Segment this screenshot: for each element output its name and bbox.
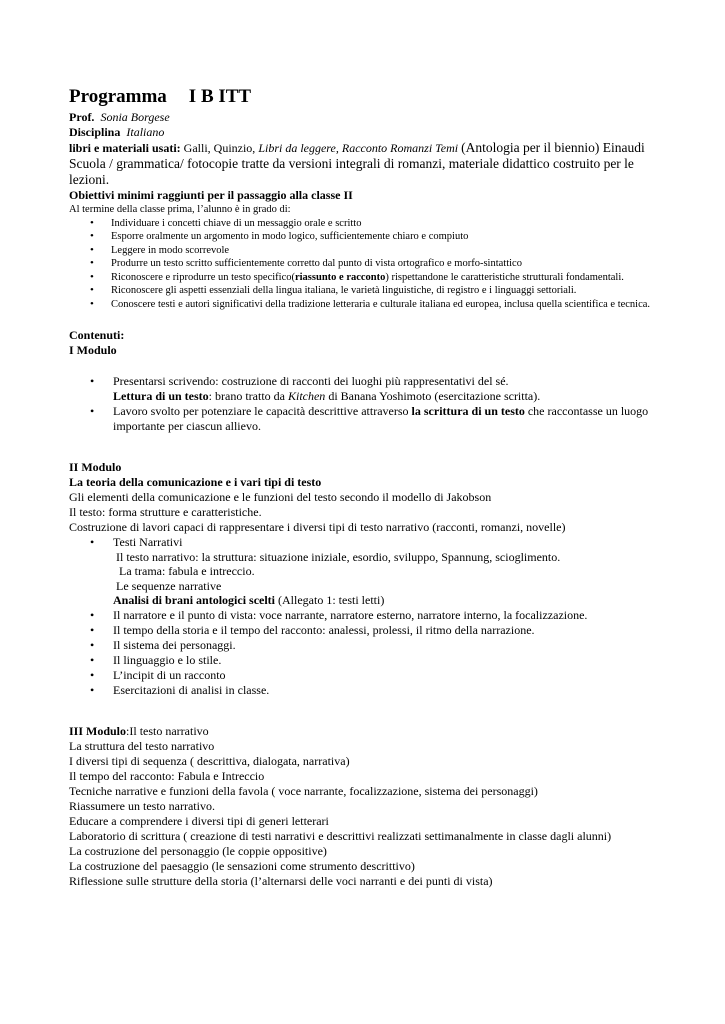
item-tail: ) rispettandone le caratteristiche strutturali fondamentali.: [385, 271, 624, 283]
item-text: Lavoro svolto per potenziare le capacità descrittive attraverso: [113, 403, 409, 418]
module-3-line: La costruzione del paesaggio (le sensazioni come strumento descrittivo): [69, 858, 415, 873]
module-1-list: [69, 374, 659, 434]
module-3-line: Educare a comprendere i diversi tipi di generi letterari: [69, 813, 329, 828]
module-3-line: Riflessione sulle strutture della storia (l’alternarsi delle voci narranti e dei punti di vista): [69, 873, 493, 888]
sub-bold: Analisi di brani antologici scelti: [113, 593, 276, 608]
document-page: [69, 86, 659, 889]
list-item: • Il tempo della storia e il tempo del racconto: analessi, prolessi, il ritmo della narrazione.: [69, 623, 659, 638]
list-item: [69, 404, 659, 434]
module-2-line: Gli elementi della comunicazione e le funzioni del testo secondo il modello di Jakobson: [69, 489, 492, 504]
module-3-line: Riassumere un testo narrativo.: [69, 798, 215, 813]
prof-line: [69, 110, 659, 125]
books-paragraph: [69, 140, 659, 188]
sub-line: Le sequenze narrative: [116, 578, 222, 593]
discipline-line: [69, 125, 659, 140]
list-item: [69, 271, 659, 285]
prof-label: Prof.: [69, 110, 95, 124]
sub-line: [69, 593, 659, 608]
list-item: • L’incipit di un racconto: [69, 668, 659, 683]
module-3-line: Tecniche narrative e funzioni della favola ( voce narrante, focalizzazione, sistema dei personaggi): [69, 783, 538, 798]
module-2-bullets: [69, 608, 659, 698]
books-authors: Galli, Quinzio,: [183, 141, 256, 155]
module-3-title-rest: :Il testo narrativo: [126, 723, 209, 738]
title-text: Programma: [69, 86, 167, 107]
module-3-line: La struttura del testo narrativo: [69, 738, 215, 753]
list-item: • Esporre oralmente un argomento in modo logico, sufficientemente chiaro e compiuto: [69, 230, 659, 244]
item-text: : brano tratto da: [208, 388, 285, 403]
list-item: • Individuare i concetti chiave di un messaggio orale e scritto: [69, 217, 659, 231]
module-3-line: Laboratorio di scrittura ( creazione di testi narrativi e descrittivi realizzati settimanalmente in classe dagli alunni): [69, 828, 612, 843]
sub-line: La trama: fabula e intreccio.: [119, 564, 255, 579]
list-item: • Riconoscere gli aspetti essenziali della lingua italiana, le varietà linguistiche, di registro e i linguaggi settoriali.: [69, 284, 659, 298]
sub-text: (Allegato 1: testi letti): [278, 593, 385, 608]
module-2-title: II Modulo: [69, 459, 122, 474]
module-2-line: Il testo: forma strutture e caratteristiche.: [69, 504, 262, 519]
item-bold: Lettura di un testo: [113, 388, 209, 403]
list-item: [69, 374, 659, 404]
sub-line: Il testo narrativo: la struttura: situazione iniziale, esordio, sviluppo, Spannung, scioglimento.: [116, 549, 561, 564]
module-3-line: Il tempo del racconto: Fabula e Intreccio: [69, 768, 265, 783]
item-bold: riassunto e racconto: [294, 271, 386, 283]
module-2-subtitle: La teoria della comunicazione e i vari tipi di testo: [69, 474, 322, 489]
module-3-line: I diversi tipi di sequenza ( descrittiva, dialogata, narrativa): [69, 753, 350, 768]
list-item: • Conoscere testi e autori significativi della tradizione letteraria e culturale italiana ed europea, inclusa quella scientifica e tecnica.: [69, 298, 659, 312]
books-label: libri e materiali usati:: [69, 141, 181, 155]
books-title: Libri da leggere, Racconto Romanzi Temi: [258, 141, 459, 155]
page-title: [69, 86, 659, 108]
list-item: • Esercitazioni di analisi in classe.: [69, 683, 659, 698]
item-text: di Banana Yoshimoto (esercitazione scritta).: [328, 388, 541, 403]
list-item: • Produrre un testo scritto sufficientemente corretto dal punto di vista ortografico e morfo-sintattico: [69, 257, 659, 271]
objectives-list: [69, 217, 659, 312]
discipline-label: Disciplina: [69, 125, 121, 139]
item-italic: Kitchen: [287, 388, 326, 403]
item-text: Riconoscere e riprodurre un testo specifico(: [111, 271, 295, 283]
list-item: • Testi Narrativi: [69, 535, 659, 550]
list-item: • Il narratore e il punto di vista: voce narrante, narratore esterno, narratore interno, la focalizzazione.: [69, 608, 659, 623]
prof-name: Sonia Borgese: [100, 110, 170, 124]
contents-heading: Contenuti:: [69, 327, 125, 342]
list-item: • Il linguaggio e lo stile.: [69, 653, 659, 668]
module-3-title: [69, 724, 659, 739]
discipline-name: Italiano: [126, 125, 165, 139]
item-text: che raccontasse un luogo importante per ciascun allievo.: [113, 403, 649, 433]
list-item: • Leggere in modo scorrevole: [69, 244, 659, 258]
item-bold: la scrittura di un testo: [411, 403, 525, 418]
module-1-title: I Modulo: [69, 342, 117, 357]
module-2-line: Costruzione di lavori capaci di rappresentare i diversi tipi di testo narrativo (racconti, romanzi, novelle): [69, 519, 566, 534]
module-3-line: La costruzione del personaggio (le coppie oppositive): [69, 843, 327, 858]
objectives-intro: Al termine della classe prima, l’alunno è in grado di:: [69, 204, 291, 215]
list-item: • Il sistema dei personaggi.: [69, 638, 659, 653]
objectives-heading: Obiettivi minimi raggiunti per il passaggio alla classe II: [69, 188, 353, 202]
module-3-title-bold: III Modulo: [69, 723, 127, 738]
item-text: Presentarsi scrivendo: costruzione di racconti dei luoghi più rappresentativi del sé.: [113, 373, 509, 388]
books-rest: (Antologia per il biennio) Einaudi Scuola / grammatica/ fotocopie tratte da versioni integrali di romanzi, materiale didattico costruito per le lezioni.: [69, 140, 645, 187]
module-2-list: [69, 535, 659, 550]
class-name: I B ITT: [188, 86, 252, 107]
